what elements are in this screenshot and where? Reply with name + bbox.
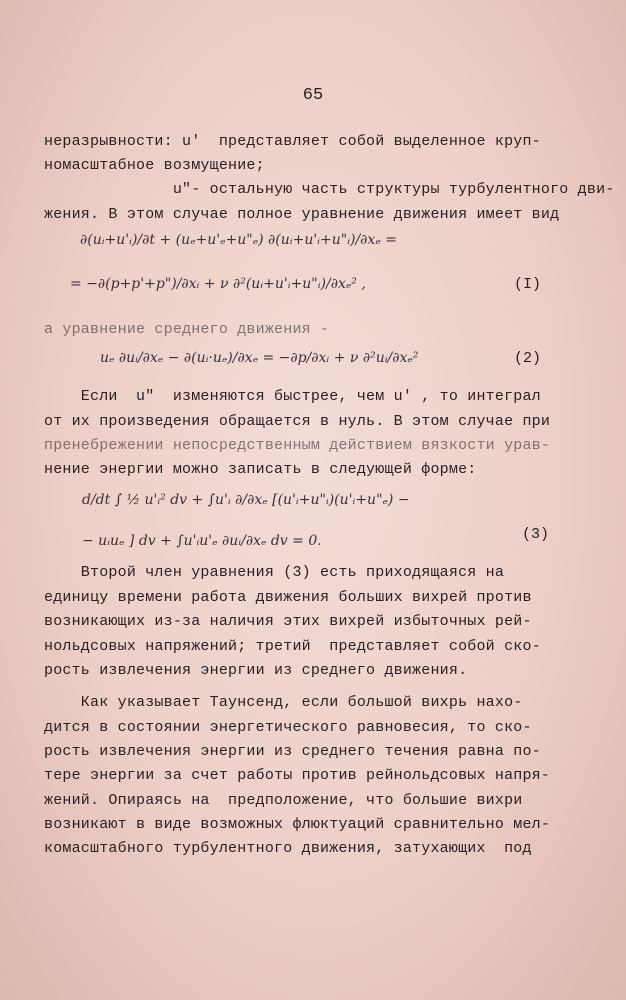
equation-1-label: (I): [514, 276, 542, 293]
text-line: а уравнение среднего движения -: [44, 321, 330, 338]
text-line: единицу времени работа движения больших вихрей против: [44, 589, 532, 606]
text-line: дится в состоянии энергетического равновесия, то ско-: [44, 719, 532, 736]
text-line: тере энергии за счет работы против рейнольдсовых напря-: [44, 767, 551, 784]
text-line: нение энергии можно записать в следующей форме:: [44, 461, 477, 478]
text-line: возникающих из-за наличия этих вихрей избыточных рей-: [44, 613, 532, 630]
page-number: 65: [302, 86, 324, 105]
text-line: неразрывности: u' представляет собой выделенное круп-: [44, 133, 541, 150]
text-line: Второй член уравнения (3) есть приходящаяся на: [44, 564, 505, 581]
text-line: Если u" изменяются быстрее, чем u' , то интеграл: [44, 388, 541, 405]
equation-2-label: (2): [514, 350, 542, 367]
text-line: рость извлечения энергии из среднего движения.: [44, 662, 468, 679]
text-line: номасштабное возмущение;: [44, 157, 265, 174]
text-line: жений. Опираясь на предположение, что большие вихри: [44, 792, 523, 809]
equation-3-line-2: − uᵢuₑ ] dv + ∫u'ᵢu'ₑ ∂uᵢ/∂xₑ dv = 0.: [82, 533, 322, 549]
text-line: Как указывает Таунсенд, если большой вихрь нахо-: [44, 694, 523, 711]
text-line: возникают в виде возможных флюктуаций сравнительно мел-: [44, 816, 551, 833]
equation-1-line-2: = −∂(p+p'+p")/∂xᵢ + ν ∂²(uᵢ+u'ᵢ+u"ᵢ)/∂xₑ² ,: [70, 276, 366, 292]
text-line: пренебрежении непосредственным действием вязкости урав-: [44, 437, 551, 454]
text-line: комасштабного турбулентного движения, затухающих под: [44, 840, 532, 857]
equation-1-line-1: ∂(uᵢ+u'ᵢ)/∂t + (uₑ+u'ₑ+u"ₑ) ∂(uᵢ+u'ᵢ+u"ᵢ)/∂xₑ =: [80, 232, 397, 248]
text-line: u"- остальную часть структуры турбулентного дви-: [44, 181, 615, 198]
equation-3-label: (3): [522, 526, 550, 543]
text-line: от их произведения обращается в нуль. В этом случае при: [44, 413, 551, 430]
equation-2: uₑ ∂uᵢ/∂xₑ − ∂(uᵢ·uₑ)/∂xₑ = −∂p/∂xᵢ + ν ∂²uᵢ/∂xₑ²: [100, 350, 419, 366]
text-line: нольдсовых напряжений; третий представляет собой ско-: [44, 638, 541, 655]
text-line: рость извлечения энергии из среднего течения равна по-: [44, 743, 541, 760]
text-line: жения. В этом случае полное уравнение движения имеет вид: [44, 206, 560, 223]
equation-3-line-1: d/dt ∫ ½ u'ᵢ² dv + ∫u'ᵢ ∂/∂xₑ [(u'ᵢ+u"ᵢ)(u'ᵢ+u"ₑ) −: [82, 492, 410, 508]
